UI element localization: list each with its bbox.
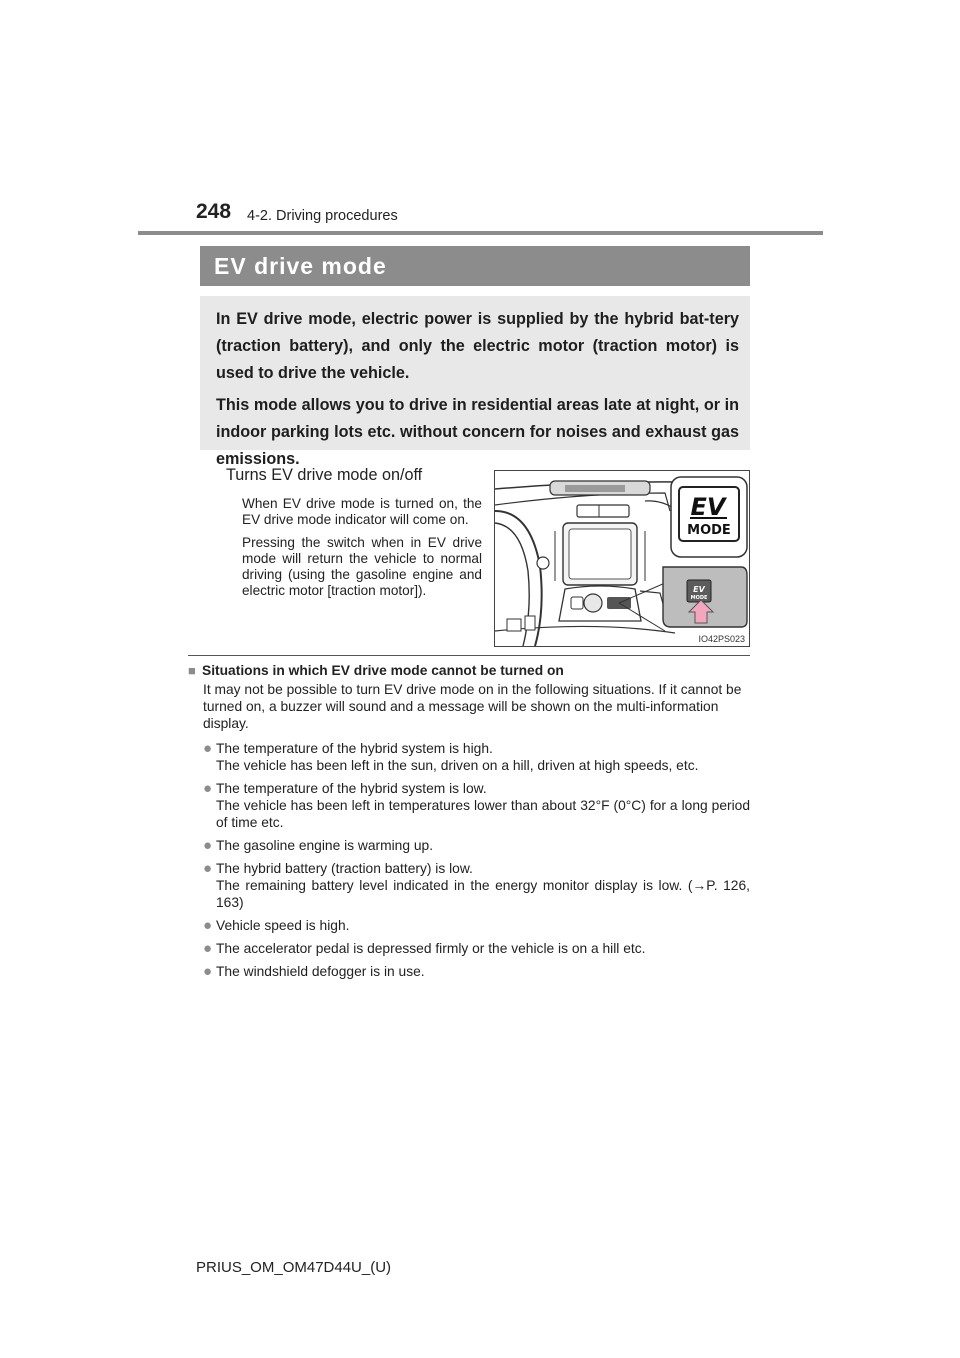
list-item — [203, 940, 750, 957]
figure-description — [242, 496, 482, 606]
indicator-display — [565, 485, 625, 492]
square-bullet-icon: ■ — [188, 663, 196, 678]
small-ev-text: EV — [693, 585, 705, 594]
list-item-detail: The remaining battery level indicated in the energy monitor display is low. (→P. 126, 163) — [216, 878, 750, 910]
list-item-main: The temperature of the hybrid system is low. — [216, 781, 487, 796]
bullet-dot-icon: ● — [203, 780, 213, 797]
list-item-main: The temperature of the hybrid system is high. — [216, 741, 493, 756]
figure-label: Turns EV drive mode on/off — [226, 466, 423, 484]
list-item — [203, 860, 750, 911]
intro-paragraph: This mode allows you to drive in residential areas late at night, or in indoor parking lots etc. without concern for noises and exhaust gas emissions. — [216, 396, 739, 468]
situations-section — [188, 662, 750, 986]
situations-heading: Situations in which EV drive mode cannot be turned on — [202, 663, 564, 678]
dashboard-illustration — [494, 470, 750, 647]
header-rule — [138, 231, 823, 235]
shift-knob — [584, 594, 602, 612]
list-item-detail: The vehicle has been left in the sun, driven on a hill, driven at high speeds, etc. — [216, 758, 699, 773]
list-item-main: Vehicle speed is high. — [216, 918, 350, 933]
list-item-main: The windshield defogger is in use. — [216, 964, 425, 979]
air-vent — [577, 505, 629, 517]
page-number: 248 — [196, 200, 232, 223]
list-item-main: The accelerator pedal is depressed firmly or the vehicle is on a hill etc. — [216, 941, 646, 956]
bullet-dot-icon: ● — [203, 740, 213, 757]
list-item — [203, 780, 750, 831]
figure-code: IO42PS023 — [698, 634, 745, 644]
list-item — [203, 740, 750, 774]
list-item — [203, 837, 750, 854]
bullet-dot-icon: ● — [203, 917, 213, 934]
ev-button-text: EV — [690, 493, 726, 521]
bullet-dot-icon: ● — [203, 963, 213, 980]
list-item-main: The gasoline engine is warming up. — [216, 838, 434, 853]
section-divider — [188, 655, 750, 656]
bullet-dot-icon: ● — [203, 837, 213, 854]
situations-intro: It may not be possible to turn EV drive mode on in the following situations. If it cannot be turned on, a buzzer will sound and a message will be shown on the multi-information display. — [203, 682, 742, 731]
page-title: EV drive mode — [214, 253, 387, 279]
document-footer: PRIUS_OM_OM47D44U_(U) — [196, 1259, 392, 1276]
list-item — [203, 917, 750, 934]
list-item — [203, 963, 750, 980]
list-item-main: The hybrid battery (traction battery) is low. — [216, 861, 473, 876]
dashboard-drawing — [495, 471, 749, 646]
bullet-dot-icon: ● — [203, 860, 213, 877]
list-item-detail: The vehicle has been left in temperatures lower than about 32°F (0°C) for a long period of time etc. — [216, 798, 750, 830]
mode-button-text: MODE — [687, 523, 731, 538]
intro-box — [200, 296, 750, 468]
situations-heading-row — [188, 662, 750, 679]
small-mode-text: MODE — [690, 595, 708, 601]
title-bar — [200, 246, 750, 286]
section-reference: 4-2. Driving procedures — [247, 208, 398, 224]
figure-desc-on: When EV drive mode is turned on, the EV drive mode indicator will come on. — [242, 496, 482, 527]
bullet-dot-icon: ● — [203, 940, 213, 957]
figure-desc-off: Pressing the switch when in EV drive mode will return the vehicle to normal driving (using the gasoline engine and electric motor [traction motor]). — [242, 535, 482, 598]
intro-paragraph: In EV drive mode, electric power is supplied by the hybrid bat-tery (traction battery), and only the electric motor (traction motor) is used to drive the vehicle. — [216, 310, 739, 382]
